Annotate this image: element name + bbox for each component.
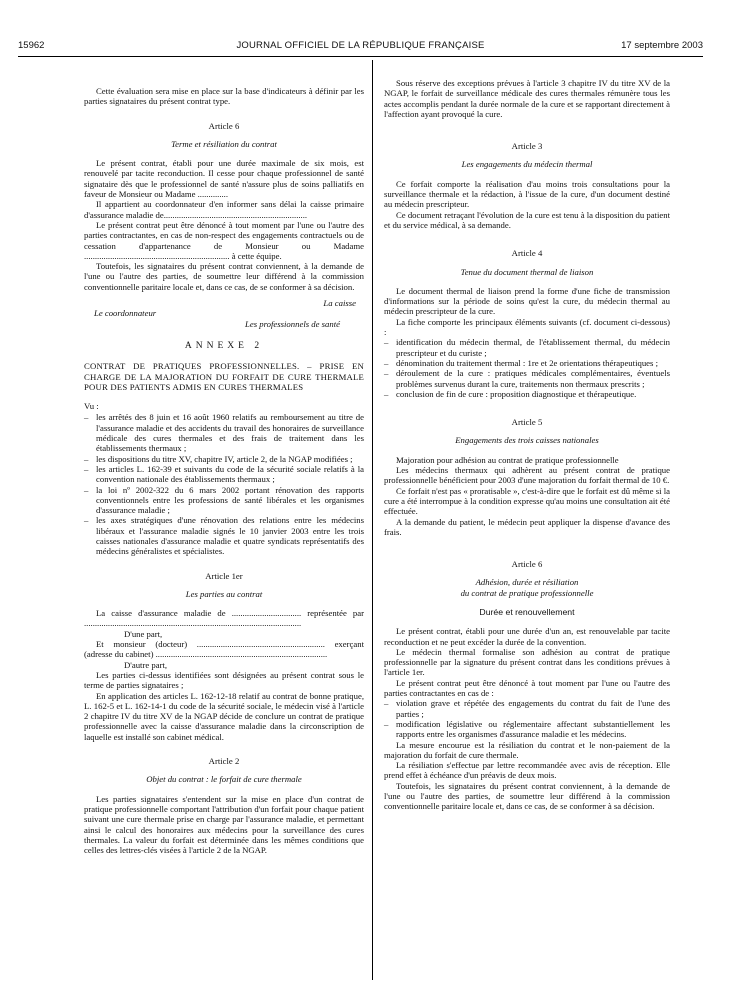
paragraph: Le présent contrat, établi pour une durée d'un an, est renouvelable par tacite reconduction et ne peut excéder la durée de la convention. (384, 626, 670, 647)
paragraph: Les médecins thermaux qui adhèrent au présent contrat de pratique professionnelle bénéficient pour 2003 d'une majoration du forfait thermal de 10 €. (384, 465, 670, 486)
page-header (18, 40, 703, 54)
resiliation-list (384, 698, 670, 739)
paragraph: Et monsieur (docteur) ........................................................... exerçant (adresse du cabinet) ............................................................................... (84, 639, 364, 660)
list-item: – violation grave et répétée des engagements du contrat du fait de l'une des parties ; (396, 698, 670, 719)
paragraph: D'une part, (124, 628, 163, 639)
fiche-elements-list (384, 337, 670, 399)
list-item: – modification législative ou réglementaire affectant substantiellement les rapports entre les organismes d'assurance maladie et les médecins. (396, 719, 670, 740)
paragraph: Toutefois, les signataires du présent contrat conviennent, à la demande de l'une ou l'autre des parties, de soumettre leur différend à la commission conventionnelle paritaire locale et, dans ce cas, de se conformer à sa décision. (84, 261, 364, 292)
vu-list (84, 412, 364, 556)
list-item: – dénomination du traitement thermal : 1re et 2e orientations thérapeutiques ; (396, 358, 670, 368)
page-number: 15962 (18, 40, 45, 51)
article-title: Les engagements du médecin thermal (461, 159, 593, 170)
signature-professionnels: Les professionnels de santé (245, 318, 340, 329)
article-heading: Article 5 (511, 417, 543, 428)
list-item: – les dispositions du titre XV, chapitre IV, article 2, de la NGAP modifiées ; (96, 454, 364, 464)
article-title: Terme et résiliation du contrat (171, 138, 277, 149)
right-column (384, 78, 670, 812)
list-item: – déroulement de la cure : pratiques médicales complémentaires, éventuels problèmes survenus durant la cure, traitements non thermaux prescrits ; (396, 368, 670, 389)
paragraph: Le médecin thermal formalise son adhésion au contrat de pratique professionnelle par la signature du présent contrat dans les conditions prévues à l'article 1er. (384, 646, 670, 678)
left-column (84, 86, 364, 855)
paragraph: Cette évaluation sera mise en place sur la base d'indicateurs à définir par les parties signataires du présent contrat type. (84, 86, 364, 107)
article-title: Engagements des trois caisses nationales (455, 435, 599, 446)
paragraph: Sous réserve des exceptions prévues à l'article 3 chapitre IV du titre XV de la NGAP, le forfait de surveillance médicale des cures thermales rémunère tous les actes accomplis pendant la durée normale de la cure et se rapportant directement à l'affection ayant provoqué la cure. (384, 78, 670, 119)
paragraph: Le présent contrat peut être dénoncé à tout moment par l'une ou l'autre des parties contractantes en cas de : (384, 677, 670, 699)
list-item: – identification du médecin thermal, de l'établissement thermal, du médecin prescripteur et du curiste ; (396, 337, 670, 358)
paragraph: Le présent contrat peut être dénoncé à tout moment par l'une ou l'autre des parties contractantes, en cas de non-respect des engagements contractuels ou de cessation d'appartenance de Monsieur ou Madame ................................................................... à cette équipe. (84, 219, 364, 261)
annexe-heading: ANNEXE 2 (184, 340, 264, 351)
list-item: – les articles L. 162-39 et suivants du code de la sécurité sociale relatifs à la convention nationale des établissements thermaux ; (96, 464, 364, 485)
column-divider (372, 60, 373, 980)
list-item: – conclusion de fin de cure : proposition diagnostique et thérapeutique. (396, 389, 670, 399)
signature-coordonnateur: Le coordonnateur (94, 308, 157, 319)
paragraph: Ce forfait n'est pas « proratisable », c'est-à-dire que le forfait est dû même si la cure a été interrompue à la condition expresse qu'au moins une consultation ait été effectuée. (384, 485, 670, 517)
paragraph: D'autre part, (124, 659, 168, 670)
article-heading: Article 2 (208, 756, 240, 767)
paragraph: Les parties signataires s'entendent sur la mise en place d'un contrat de pratique professionnelle comportant l'attribution d'un forfait pour chaque patient suivant une cure thermale prise en charge par l'assurance maladie, et permettant ainsi le calcul des honoraires aux médecins pour la surveillance des cures thermales. La valeur du forfait est déterminée dans les mêmes conditions que celles des lettres-clés visées à l'article 2 de la NGAP. (84, 793, 364, 856)
vu-label: Vu : (84, 401, 99, 412)
article-title: Tenue du document thermal de liaison (460, 266, 594, 277)
paragraph: La mesure encourue est la résiliation du contrat et le non-paiement de la majoration du forfait de cure thermale. (384, 739, 670, 760)
article-heading: Article 4 (511, 248, 543, 259)
paragraph: A la demande du patient, le médecin peut appliquer la dispense d'avance des frais. (384, 516, 670, 537)
list-item: – la loi nº 2002-322 du 6 mars 2002 portant rénovation des rapports conventionnels entre les professions de santé libérales et les organismes d'assurance maladie ; (96, 485, 364, 516)
article-heading: Article 6 (511, 559, 543, 570)
article-heading: Article 3 (511, 141, 543, 152)
annexe-title: CONTRAT DE PRATIQUES PROFESSIONNELLES. – PRISE EN CHARGE DE LA MAJORATION DU FORFAIT DE CURE THERMALE POUR DES PATIENTS ADMIS EN CURES THERMALES (84, 361, 364, 392)
article-title: Les parties au contrat (185, 588, 263, 599)
paragraph: Il appartient au coordonnateur d'en informer sans délai la caisse primaire d'assurance maladie de.................................................................. (84, 199, 364, 220)
paragraph: Ce document retraçant l'évolution de la cure est tenu à la disposition du patient et du service médical, à sa demande. (384, 209, 670, 230)
paragraph: La caisse d'assurance maladie de ................................ représentée par .................................................................................................... (84, 608, 364, 629)
header-rule (18, 56, 703, 57)
paragraph: Les parties ci-dessus identifiées sont désignées au présent contrat sous le terme de parties signataires ; (84, 669, 364, 691)
paragraph: La résiliation s'effectue par lettre recommandée avec avis de réception. Elle prend effet à échéance d'un préavis de deux mois. (384, 760, 670, 781)
paragraph: Ce forfait comporte la réalisation d'au moins trois consultations pour la surveillance thermale et la rédaction, à l'issue de la cure, d'un document destiné au médecin prescripteur. (384, 178, 670, 210)
paragraph: Toutefois, les signataires du présent contrat conviennent, à la demande de l'une ou l'autre des parties, de soumettre leur différend à la commission conventionnelle paritaire locale et, dans ce cas, de se conformer à sa décision. (384, 780, 670, 812)
issue-date: 17 septembre 2003 (621, 40, 703, 51)
journal-title: JOURNAL OFFICIEL DE LA RÉPUBLIQUE FRANÇAISE (236, 40, 485, 51)
paragraph: Le document thermal de liaison prend la forme d'une fiche de transmission d'informations sur la période de soins qu'est la cure, du médecin thermal au médecin prescripteur de la cure. (384, 285, 670, 317)
paragraph: Le présent contrat, établi pour une durée maximale de six mois, est renouvelé par tacite reconduction. Il cesse pour chaque professionnel de santé signataire dès que le professionnel de santé n'assure plus de soins palliatifs en faveur de Monsieur ou Madame .............. (84, 158, 364, 200)
paragraph: En application des articles L. 162-12-18 relatif au contrat de bonne pratique, L. 162-5 et L. 162-14-1 du code de la sécurité sociale, le médecin visé à l'article 2 chapitre IV du titre XV de la NGAP décide de conclure un contrat de pratique professionnelle avec la caisse d'assurance maladie dans la circonscription de laquelle est installé son cabinet médical. (84, 690, 364, 742)
article-title: Adhésion, durée et résiliation (475, 577, 579, 588)
paragraph: La fiche comporte les principaux éléments suivants (cf. document ci-dessous) : (384, 316, 670, 338)
list-item: – les arrêtés des 8 juin et 16 août 1960 relatifs au remboursement au titre de l'assurance maladie et des accidents du travail des honoraires de surveillance médicale des cures thermales et des frais de traitement dans les établissements thermaux ; (96, 412, 364, 453)
paragraph: Majoration pour adhésion au contrat de pratique professionnelle (396, 454, 619, 465)
article-title: Objet du contrat : le forfait de cure thermale (146, 774, 302, 785)
list-item: – les axes stratégiques d'une rénovation des relations entre les médecins libéraux et l'assurance maladie signés le 10 janvier 2003 entre les trois caisses nationales d'assurance maladie et quatre syndicats représentatifs des médecins généralistes et spécialistes. (96, 515, 364, 556)
article-heading: Article 6 (208, 120, 240, 131)
signature-caisse: La caisse (323, 298, 356, 309)
subheading: Durée et renouvellement (479, 606, 575, 617)
article-title-line-2: du contrat de pratique professionnelle (460, 587, 594, 598)
article-heading: Article 1er (205, 570, 243, 581)
